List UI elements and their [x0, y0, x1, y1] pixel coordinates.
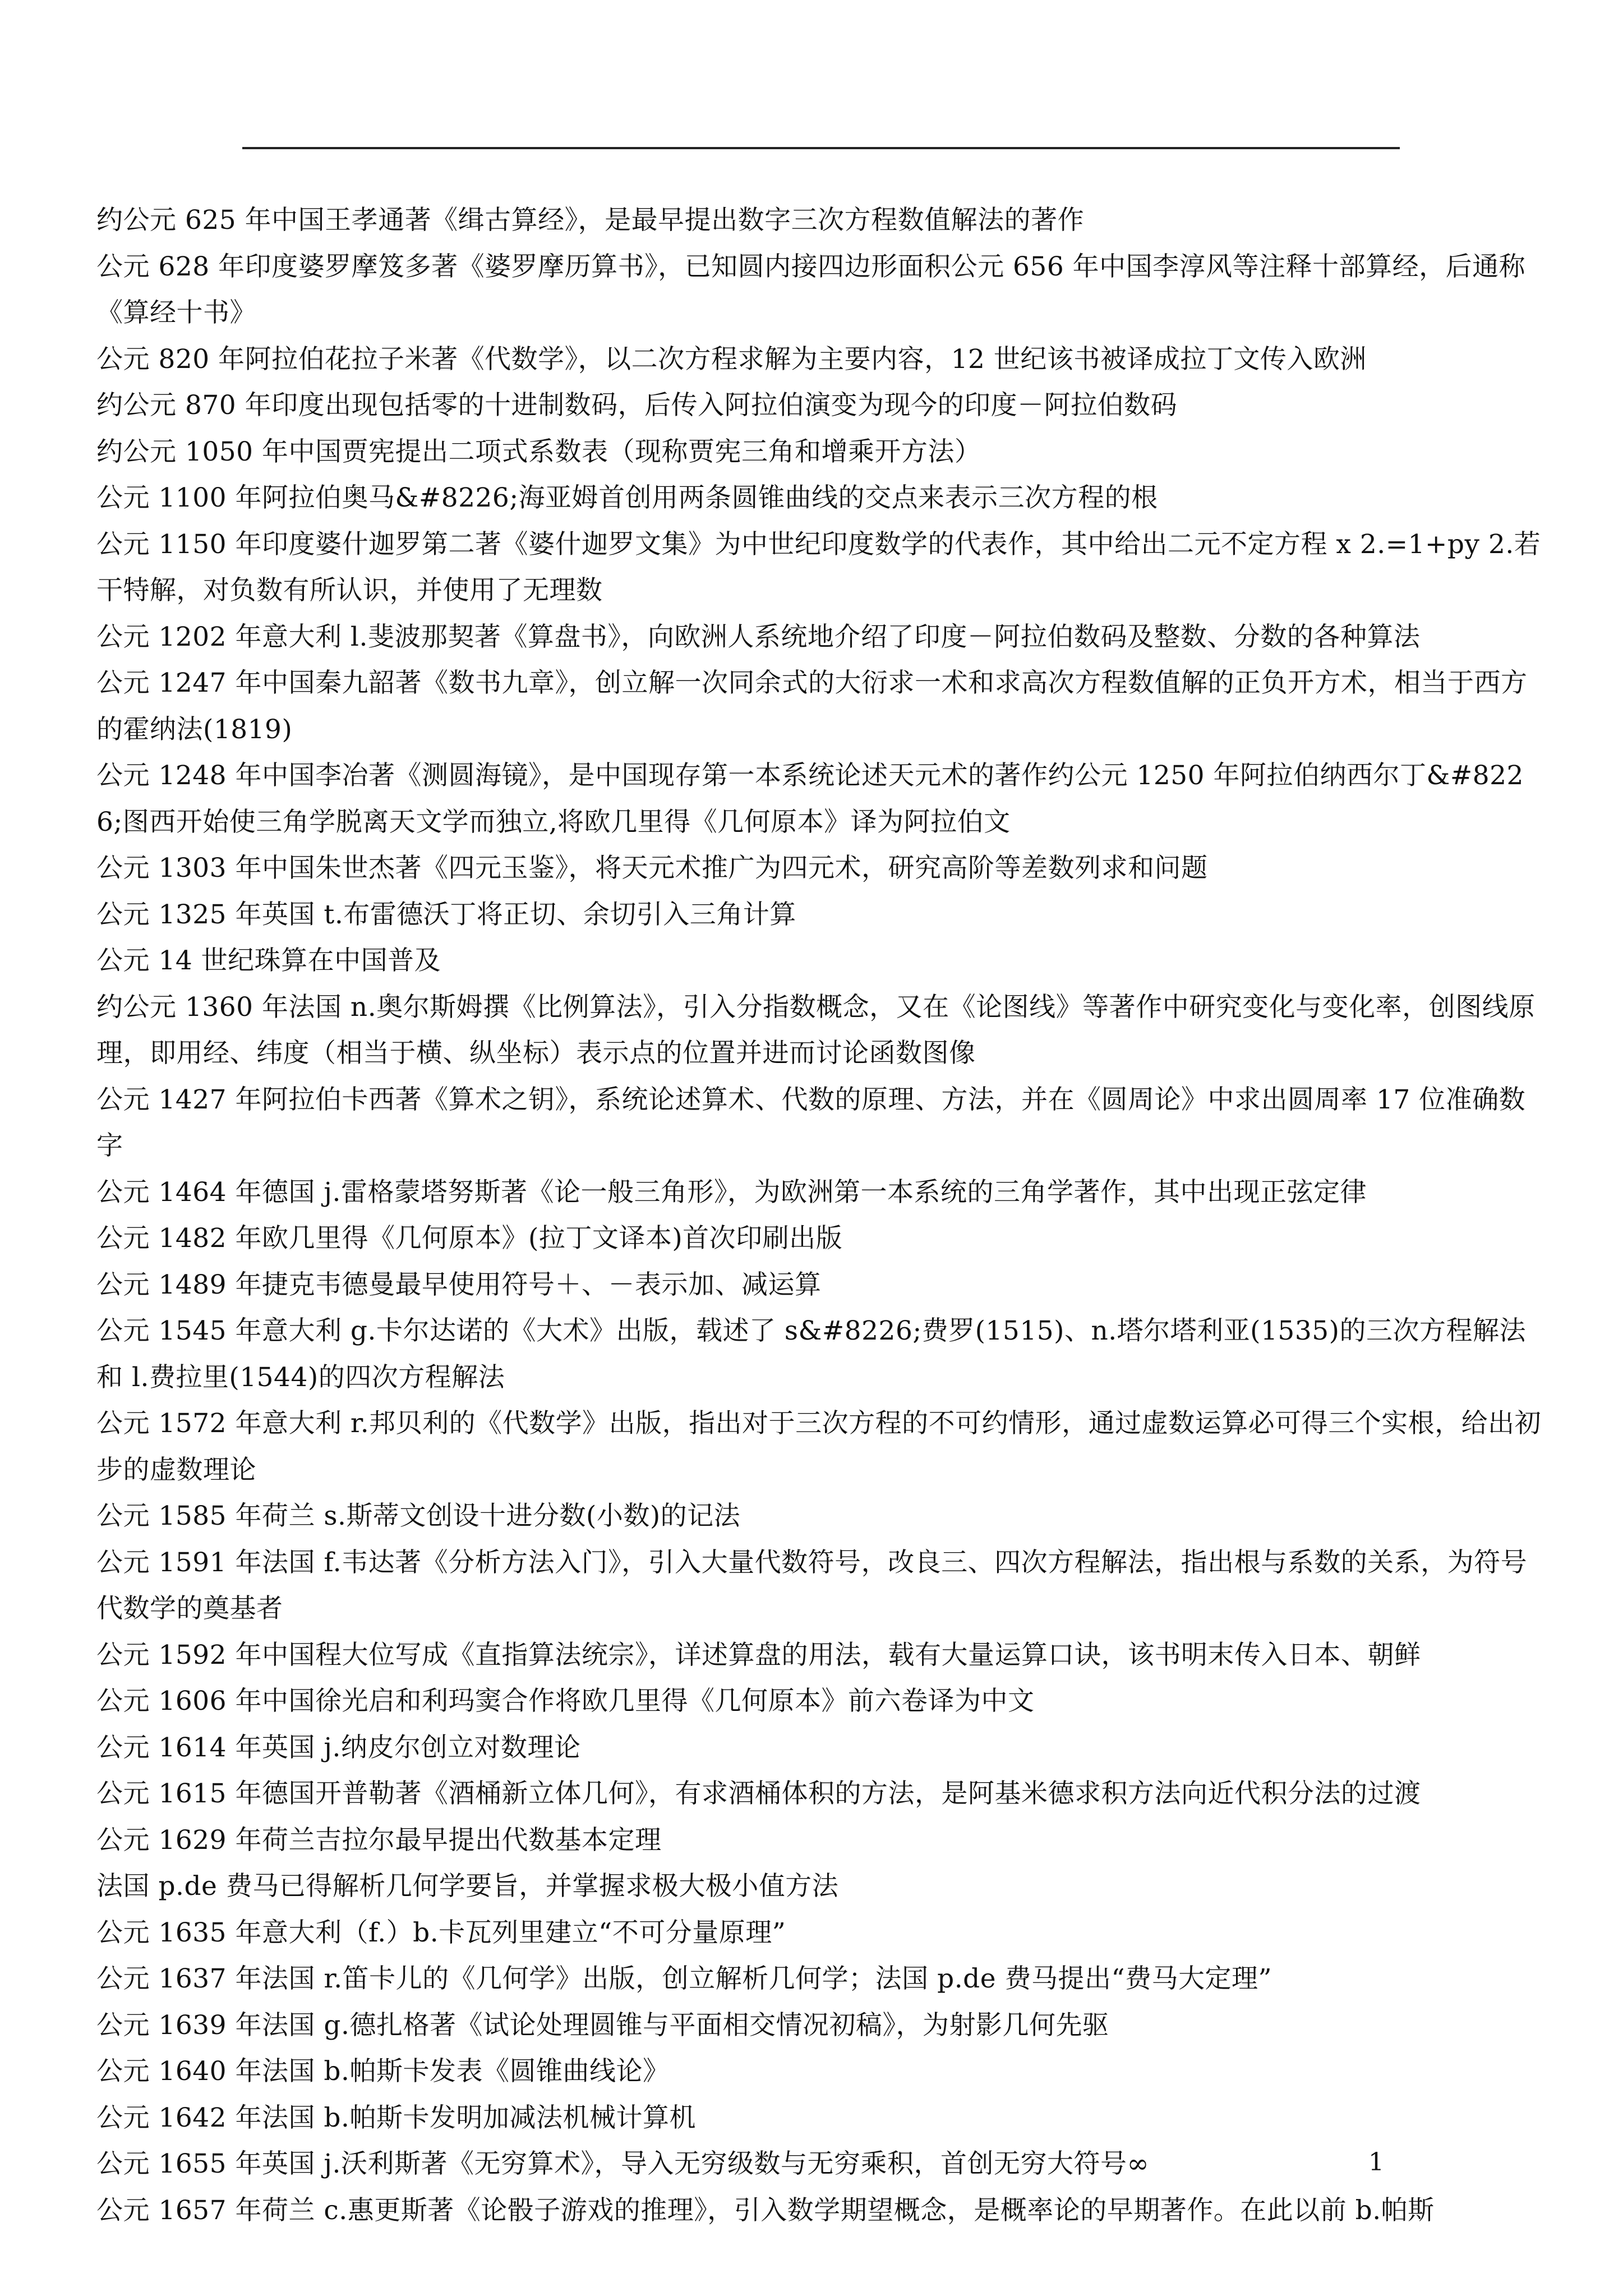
- paragraph: 公元 1303 年中国朱世杰著《四元玉鉴》，将天元术推广为四元术，研究高阶等差数列求和问题: [96, 853, 1208, 884]
- document-body: [96, 197, 1543, 2234]
- page-number: 1: [1368, 2148, 1384, 2177]
- paragraph: 公元 1202 年意大利 l.斐波那契著《算盘书》，向欧洲人系统地介绍了印度－阿拉伯数码及整数、分数的各种算法: [96, 621, 1421, 652]
- paragraph: 公元 1464 年德国 j.雷格蒙塔努斯著《论一般三角形》，为欧洲第一本系统的三角学著作，其中出现正弦定律: [96, 1176, 1367, 1208]
- paragraph: 法国 p.de 费马已得解析几何学要旨，并掌握求极大极小值方法: [96, 1871, 839, 1902]
- paragraph: 公元 1572 年意大利 r.邦贝利的《代数学》出版，指出对于三次方程的不可约情形，通过虚数运算必可得三个实根，给出初步的虚数理论: [96, 1408, 1542, 1485]
- header-rule: [242, 147, 1400, 149]
- paragraph: 公元 1629 年荷兰吉拉尔最早提出代数基本定理: [96, 1824, 662, 1856]
- paragraph: 公元 1655 年英国 j.沃利斯著《无穷算术》，导入无穷级数与无穷乘积，首创无穷大符号∞: [96, 2148, 1150, 2179]
- paragraph: 约公元 1050 年中国贾宪提出二项式系数表（现称贾宪三角和增乘开方法）: [96, 436, 981, 467]
- paragraph: 公元 1615 年德国开普勒著《酒桶新立体几何》，有求酒桶体积的方法，是阿基米德求积方法向近代积分法的过渡: [96, 1778, 1421, 1809]
- paragraph: 公元 1640 年法国 b.帕斯卡发表《圆锥曲线论》: [96, 2056, 670, 2087]
- paragraph: 公元 628 年印度婆罗摩笈多著《婆罗摩历算书》，已知圆内接四边形面积公元 656 年中国李淳风等注释十部算经，后通称《算经十书》: [96, 251, 1526, 328]
- paragraph: 公元 1482 年欧几里得《几何原本》(拉丁文译本)首次印刷出版: [96, 1223, 843, 1254]
- paragraph: 公元 1592 年中国程大位写成《直指算法统宗》，详述算盘的用法，载有大量运算口诀，该书明末传入日本、朝鲜: [96, 1639, 1421, 1671]
- paragraph: 公元 1591 年法国 f.韦达著《分析方法入门》，引入大量代数符号，改良三、四次方程解法，指出根与系数的关系，为符号代数学的奠基者: [96, 1547, 1528, 1624]
- paragraph: 公元 1606 年中国徐光启和利玛窦合作将欧几里得《几何原本》前六卷译为中文: [96, 1686, 1035, 1717]
- paragraph: 公元 1642 年法国 b.帕斯卡发明加减法机械计算机: [96, 2102, 696, 2133]
- paragraph: 公元 1247 年中国秦九韶著《数书九章》，创立解一次同余式的大衍求一术和求高次方程数值解的正负开方术，相当于西方的霍纳法(1819): [96, 668, 1528, 745]
- paragraph: 公元 1427 年阿拉伯卡西著《算术之钥》，系统论述算术、代数的原理、方法，并在《圆周论》中求出圆周率 17 位准确数字: [96, 1084, 1526, 1161]
- paragraph: 公元 820 年阿拉伯花拉子米著《代数学》，以二次方程求解为主要内容，12 世纪该书被译成拉丁文传入欧洲: [96, 343, 1367, 375]
- paragraph: 公元 1545 年意大利 g.卡尔达诺的《大术》出版，载述了 s&#8226;费罗(1515)、n.塔尔塔利亚(1535)的三次方程解法和 l.费拉里(1544)的四次方程解法: [96, 1315, 1526, 1393]
- paragraph: 公元 1100 年阿拉伯奥马&#8226;海亚姆首创用两条圆锥曲线的交点来表示三次方程的根: [96, 482, 1158, 513]
- paragraph: 公元 1657 年荷兰 c.惠更斯著《论骰子游戏的推理》，引入数学期望概念，是概率论的早期著作。在此以前 b.帕斯: [96, 2194, 1435, 2226]
- paragraph: 公元 1150 年印度婆什迦罗第二著《婆什迦罗文集》为中世纪印度数学的代表作，其中给出二元不定方程 x 2.=1+py 2.若干特解，对负数有所认识，并使用了无理数: [96, 528, 1541, 606]
- paragraph: 约公元 625 年中国王孝通著《缉古算经》，是最早提出数字三次方程数值解法的著作: [96, 205, 1085, 236]
- paragraph: 约公元 870 年印度出现包括零的十进制数码，后传入阿拉伯演变为现今的印度－阿拉伯数码: [96, 390, 1178, 421]
- paragraph: 公元 1489 年捷克韦德曼最早使用符号＋、－表示加、减运算: [96, 1269, 822, 1300]
- paragraph: 公元 1325 年英国 t.布雷德沃丁将正切、余切引入三角计算: [96, 899, 796, 930]
- paragraph: 公元 1639 年法国 g.德扎格著《试论处理圆锥与平面相交情况初稿》，为射影几何先驱: [96, 2009, 1109, 2041]
- paragraph: 公元 1635 年意大利（f.）b.卡瓦列里建立“不可分量原理”: [96, 1917, 786, 1948]
- paragraph: 公元 14 世纪珠算在中国普及: [96, 945, 441, 976]
- paragraph: 公元 1585 年荷兰 s.斯蒂文创设十进分数(小数)的记法: [96, 1501, 741, 1531]
- paragraph: 公元 1248 年中国李冶著《测圆海镜》，是中国现存第一本系统论述天元术的著作约公元 1250 年阿拉伯纳西尔丁&#8226;图西开始使三角学脱离天文学而独立,将欧几里得《几何原本》译为阿拉伯文: [96, 760, 1524, 838]
- paragraph: 公元 1614 年英国 j.纳皮尔创立对数理论: [96, 1732, 581, 1763]
- paragraph: 公元 1637 年法国 r.笛卡儿的《几何学》出版，创立解析几何学；法国 p.de 费马提出“费马大定理”: [96, 1963, 1272, 1994]
- paragraph: 约公元 1360 年法国 n.奥尔斯姆撰《比例算法》，引入分指数概念，又在《论图线》等著作中研究变化与变化率，创图线原理，即用经、纬度（相当于横、纵坐标）表示点的位置并进而讨论函数图像: [96, 991, 1536, 1069]
